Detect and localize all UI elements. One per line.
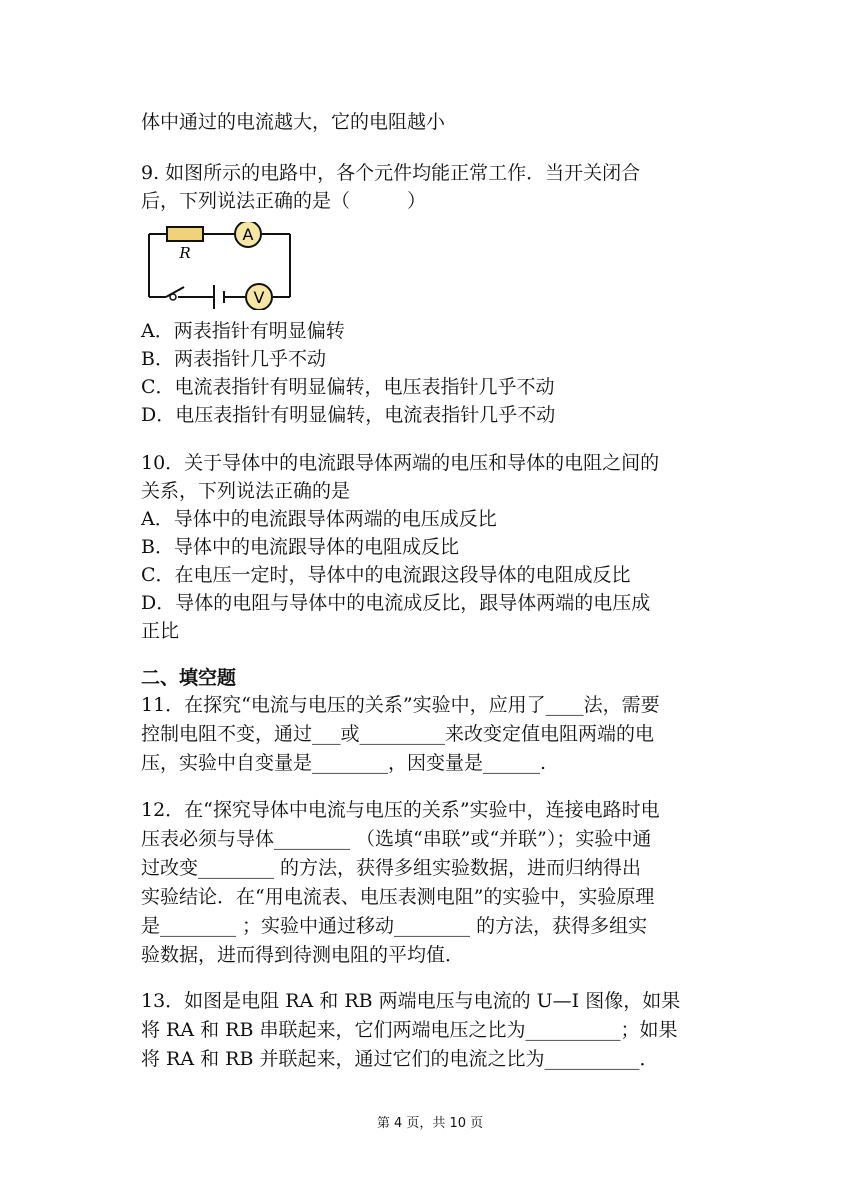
voltmeter-label: V xyxy=(253,288,265,307)
resistor-r xyxy=(167,227,203,241)
q9-stem-line-2: 后，下列说法正确的是（ ） xyxy=(141,190,427,212)
q9-circuit-diagram xyxy=(141,222,296,310)
q10-stem-line-1: 10．关于导体中的电流跟导体两端的电压和导体的电阻之间的 xyxy=(141,452,660,474)
q8-tail-text: 体中通过的电流越大，它的电阻越小 xyxy=(141,111,446,133)
q12-line-3: 过改变________ 的方法，获得多组实验数据，进而归纳得出 xyxy=(141,857,642,879)
q12-line-4: 实验结论．在“用电流表、电压表测电阻”的实验中，实验原理 xyxy=(141,886,655,908)
q9-option-b: B．两表指针几乎不动 xyxy=(141,348,326,370)
q10-option-b: B．导体中的电流跟导体的电阻成反比 xyxy=(141,536,459,558)
q11-line-2: 控制电阻不变，通过___或_________来改变定值电阻两端的电 xyxy=(141,723,655,745)
q12-line-6: 验数据，进而得到待测电阻的平均值． xyxy=(141,944,465,966)
q12-line-1: 12．在“探究导体中电流与电压的关系”实验中，连接电路时电 xyxy=(141,799,660,821)
q13-line-3: 将 RA 和 RB 并联起来，通过它们的电流之比为__________． xyxy=(141,1048,659,1070)
q13-line-2: 将 RA 和 RB 串联起来，它们两端电压之比为__________；如果 xyxy=(141,1019,678,1041)
q11-line-3: 压，实验中自变量是________，因变量是______. xyxy=(141,752,547,774)
q13-line-1: 13．如图是电阻 RA 和 RB 两端电压与电流的 U—I 图像，如果 xyxy=(141,990,681,1012)
q9-option-d: D．电压表指针有明显偏转，电流表指针几乎不动 xyxy=(141,404,556,426)
section-2-title: 二、填空题 xyxy=(141,667,237,689)
q9-option-a: A．两表指针有明显偏转 xyxy=(141,320,345,342)
q10-option-c: C．在电压一定时，导体中的电流跟这段导体的电阻成反比 xyxy=(141,564,631,586)
q12-line-5: 是________ ；实验中通过移动________ 的方法，获得多组实 xyxy=(141,915,648,937)
q12-line-2: 压表必须与导体________ （选填“串联”或“并联”）；实验中通 xyxy=(141,828,652,850)
q10-option-a: A．导体中的电流跟导体两端的电压成反比 xyxy=(141,508,497,530)
switch-contact xyxy=(170,294,176,300)
page-footer: 第 4 页，共 10 页 xyxy=(376,1116,484,1131)
q9-stem-line-1: 9. 如图所示的电路中，各个元件均能正常工作．当开关闭合 xyxy=(141,162,641,184)
q9-option-c: C．电流表指针有明显偏转，电压表指针几乎不动 xyxy=(141,376,555,398)
q10-stem-line-2: 关系，下列说法正确的是 xyxy=(141,480,351,502)
q10-option-d-continued: 正比 xyxy=(141,620,180,642)
q11-line-1: 11．在探究“电流与电压的关系”实验中，应用了____法，需要 xyxy=(141,694,660,716)
q10-option-d: D．导体的电阻与导体中的电流成反比，跟导体两端的电压成 xyxy=(141,592,651,614)
ammeter-label: A xyxy=(242,225,254,244)
resistor-label: R xyxy=(179,244,191,262)
